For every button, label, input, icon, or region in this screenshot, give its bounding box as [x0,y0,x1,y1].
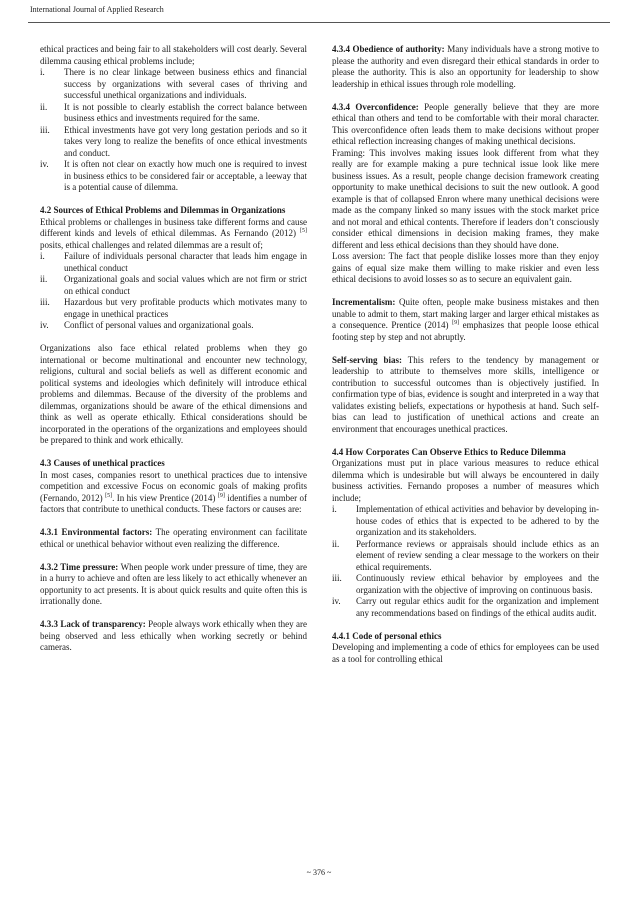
list-item: iv. It is often not clear on exactly how much one is required to invest in business ethics to be considered fair or acceptable, a leeway that is a potential cause of dilemma. [40,159,307,192]
section-4-4-text: Organizations must put in place various measures to reduce ethical dilemma which is undesirable but will always be encountered in daily business activities. Fernando proposes a number of measures which include; [332,458,599,503]
citation: [5] [300,228,307,234]
left-column [40,44,307,654]
organizations-paragraph: Organizations also face ethical related problems when they go international or become multinational and encounter new technology, religions, cultural and social beliefs as well as different economic and political systems and ideologies which definitely will introduce ethical problems and dilemmas. Because of the diversity of the problems and dilemmas, organizations should be aware of the ethical dimensions and think as well as operate ethically. Ethical considerations should be incorporated in the operations of the organizations and employees should be prepared to think and work ethically. [40,343,307,445]
right-column [332,44,599,665]
list-item: i. Implementation of ethical activities and behavior by developing in-house codes of ethics that is expected to be adhered to by the organization and its stakeholders. [332,504,599,537]
section-heading-4-3: 4.3 Causes of unethical practices [40,458,165,468]
loss-aversion-paragraph: Loss aversion: The fact that people dislike losses more than they enjoy gains of equal size make them willing to make riskier and even less ethical decisions to avoid losses so as to secure an equivalent gain. [332,251,599,284]
list-item: ii. Performance reviews or appraisals should include ethics as an element of review sending a clear message to the workers on their ethical requirements. [332,538,599,572]
list-item: ii. Organizational goals and social values which are not firm or strict on ethical conduct [40,274,307,296]
section-4-3-text: In most cases, companies resort to unethical practices due to intensive competition and excessive Focus on economic goals of making profits (Fernando, 2012) [5]. In his view Prentice (2014) [9] identifies a number of factors that contribute to unethical conducts. These factors or causes are: [40,469,307,514]
journal-header: International Journal of Applied Research [30,5,164,14]
framing-paragraph: Framing: This involves making issues look different from what they really are for example making a pure technical issue look like mere business issues. As a result, people change decision framework creating opportunity to make unethical decisions to suit the new outlook. A good example is that of collapsed Enron where many unethical decisions were made as the company linked so many issues with the stock market price and not moral and ethical contents. Therefore if leaders don’t consciously consider ethical dimensions in decision making frames, they make different and less ethical decisions than they should have done. [332,147,599,250]
measures-list [332,504,599,619]
list-item: i. Failure of individuals personal character that leads him engage in unethical conduct [40,251,307,273]
dilemma-list [40,67,307,194]
list-item: iv. Carry out regular ethics audit for the organization and implement any recommendations based on findings of the ethical audits audit. [332,596,599,618]
list-item: i. There is no clear linkage between business ethics and financial success by organizations with several cases of thriving and successful unethical organizations and individuals. [40,67,307,100]
section-4-3-4-overconfidence: 4.3.4 Overconfidence: People generally believe that they are more ethical than others and tend to be comfortable with their moral character. This overconfidence often leads them to make decisions without proper ethical reflection increasing changes of making unethical decisions. [332,101,599,146]
section-heading-4-4-1: 4.4.1 Code of personal ethics [332,630,442,641]
incrementalism-paragraph: Incrementalism: Quite often, people make business mistakes and then unable to admit to them, start making larger and larger ethical mistakes as a consequence. Prentice (2014) [9] emphasizes that people loose ethical footing step by step and not abruptly. [332,297,599,342]
citation: [5] [105,492,113,499]
list-item: ii. It is not possible to clearly establish the correct balance between business ethics and investments required for the same. [40,101,307,123]
section-4-4-1-text: Developing and implementing a code of ethics for employees can be used as a tool for controlling ethical [332,642,599,664]
intro-paragraph: ethical practices and being fair to all stakeholders will cost dearly. Several dilemma causing ethical problems include; [40,44,307,66]
section-4-3-1: 4.3.1 Environmental factors: The operating environment can facilitate ethical or unethical behavior without even realizing the difference. [40,527,307,549]
list-item: iv. Conflict of personal values and organizational goals. [40,320,254,330]
list-item: iii. Continuously review ethical behavior by employees and the organization with the objective of improving on continuous basis. [332,573,599,595]
self-serving-bias-paragraph: Self-serving bias: This refers to the tendency by management or leadership to attribute to themselves more skills, intelligence or contribution to successful outcomes than is objectively justified. In confirmation type of bias, evidence is sought and interpreted in a way that validates existing beliefs, expectations or hypothesis at hand. Such self-bias can lead to justification of unethical actions and create an environment that encourages unethical practices. [332,354,599,434]
section-4-3-3: 4.3.3 Lack of transparency: People always work ethically when they are being observed and less ethically when working secretly or behind cameras. [40,619,307,652]
section-heading-4-2: 4.2 Sources of Ethical Problems and Dilemmas in Organizations [40,205,286,215]
citation: [9] [452,320,460,326]
citation: [9] [217,492,225,499]
header-rule [28,22,610,23]
sources-list [40,251,307,332]
section-4-3-2: 4.3.2 Time pressure: When people work under pressure of time, they are in a hurry to achieve and often are less likely to act ethically whenever an opportunity to act presents. It is about quick results and quite often this is irrationally done. [40,561,307,606]
section-4-3-4-obedience: 4.3.4 Obedience of authority: Many individuals have a strong motive to please the authority and even disregard their ethical standards in order to please the authority. This is also an opportunity for leadership to show leadership in ethical issues through role modelling. [332,44,599,89]
section-4-2-text: Ethical problems or challenges in business take different forms and cause different kinds and levels of ethical dilemmas. As Fernando (2012) [5] posits, ethical challenges and related dilemmas are a result of; [40,216,307,250]
page-number: ~ 376 ~ [306,868,332,877]
list-item: iii. Hazardous but very profitable products which motivates many to engage in unethical practices [40,297,307,319]
section-heading-4-4: 4.4 How Corporates Can Observe Ethics to Reduce Dilemma [332,446,566,457]
list-item: iii. Ethical investments have got very long gestation periods and so it takes very long to realize the benefits of once ethical investments and conduct. [40,124,307,158]
